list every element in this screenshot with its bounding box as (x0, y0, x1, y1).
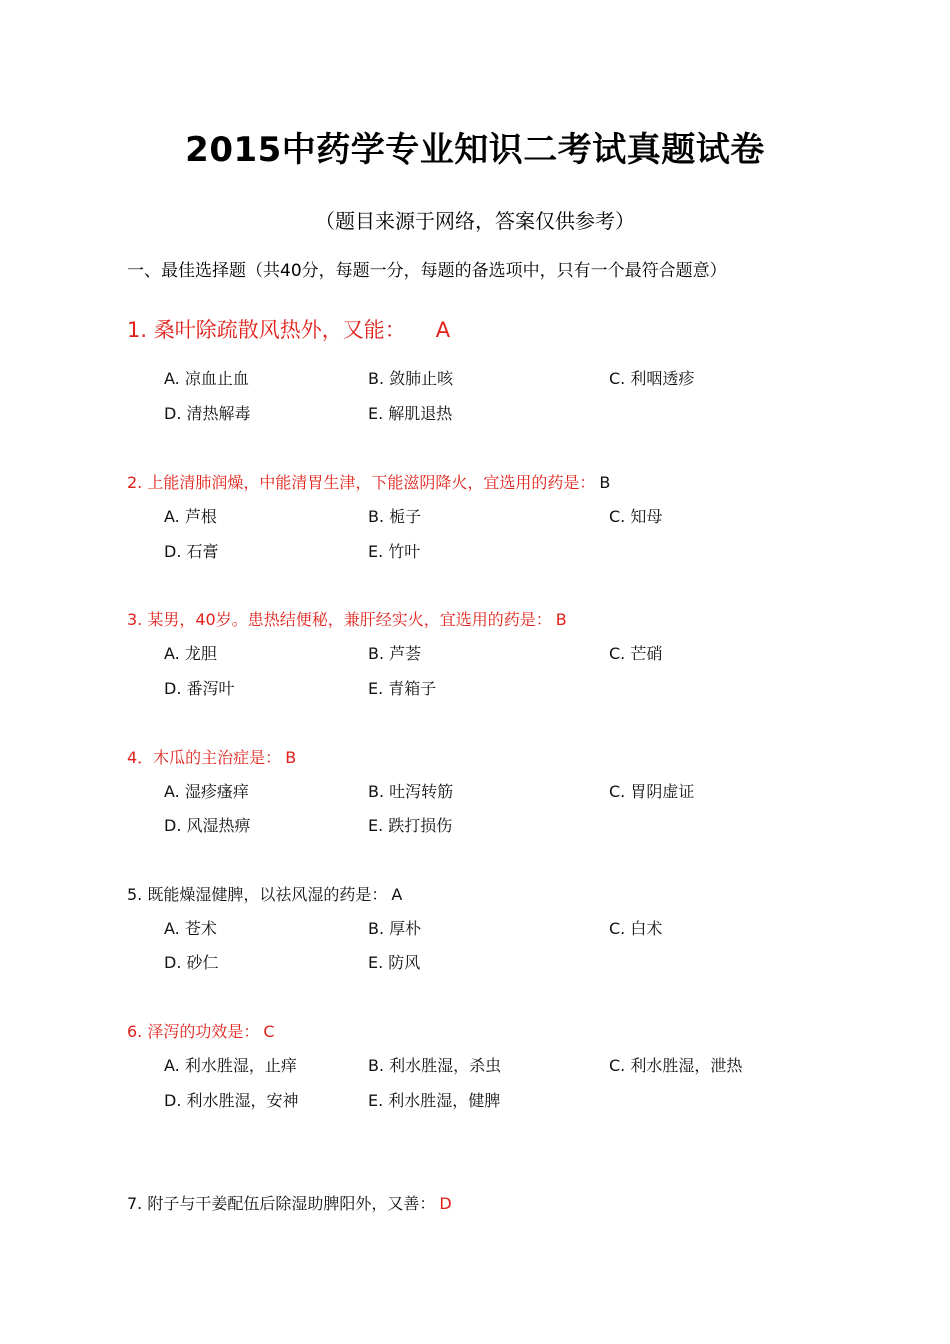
question-6-answer: C (263, 1022, 275, 1041)
question-2 (127, 470, 610, 493)
question-2-option-e: E. 竹叶 (368, 542, 421, 561)
question-4 (127, 745, 296, 768)
question-5-option-a: A. 苍术 (164, 919, 217, 938)
question-6-stem: 6. 泽泻的功效是： (127, 1022, 260, 1041)
question-1-option-b: B. 敛肺止咳 (368, 369, 454, 388)
page-subtitle: （题目来源于网络，答案仅供参考） (315, 209, 635, 233)
question-3-option-a: A. 龙胆 (164, 644, 217, 663)
question-1-stem: 1. 桑叶除疏散风热外，又能： (127, 318, 406, 342)
question-5-answer: A (391, 885, 403, 904)
question-3-option-b: B. 芦荟 (368, 644, 422, 663)
question-4-option-e: E. 跌打损伤 (368, 816, 453, 835)
question-2-option-d: D. 石膏 (164, 542, 219, 561)
question-1-answer: A (435, 318, 451, 342)
question-2-answer: B (599, 473, 611, 492)
question-1-option-d: D. 清热解毒 (164, 404, 251, 423)
question-1 (127, 314, 450, 344)
question-3 (127, 607, 567, 630)
question-6-option-c: C. 利水胜湿，泄热 (609, 1056, 743, 1075)
question-1-option-a: A. 凉血止血 (164, 369, 249, 388)
question-4-option-c: C. 胃阴虚证 (609, 782, 695, 801)
question-5-option-c: C. 白术 (609, 919, 663, 938)
question-5 (127, 882, 402, 905)
question-2-option-c: C. 知母 (609, 507, 663, 526)
question-4-option-b: B. 吐泻转筋 (368, 782, 454, 801)
question-7 (127, 1191, 452, 1214)
question-6-option-e: E. 利水胜湿，健脾 (368, 1091, 501, 1110)
question-2-option-b: B. 栀子 (368, 507, 422, 526)
question-1-option-c: C. 利咽透疹 (609, 369, 695, 388)
question-6-option-d: D. 利水胜湿，安神 (164, 1091, 299, 1110)
question-3-option-e: E. 青箱子 (368, 679, 437, 698)
question-3-stem: 3. 某男，40岁。患热结便秘，兼肝经实火，宜选用的药是： (127, 610, 552, 629)
question-5-option-b: B. 厚朴 (368, 919, 422, 938)
question-1-option-e: E. 解肌退热 (368, 404, 453, 423)
question-3-answer: B (555, 610, 567, 629)
question-2-stem: 2. 上能清肺润燥，中能清胃生津，下能滋阴降火，宜选用的药是： (127, 473, 596, 492)
question-4-option-d: D. 风湿热痹 (164, 816, 251, 835)
question-3-option-c: C. 芒硝 (609, 644, 663, 663)
question-2-option-a: A. 芦根 (164, 507, 217, 526)
question-5-option-e: E. 防风 (368, 953, 421, 972)
section-heading: 一、最佳选择题（共40分，每题一分，每题的备选项中，只有一个最符合题意） (127, 261, 727, 281)
question-3-option-d: D. 番泻叶 (164, 679, 235, 698)
question-7-stem: 7. 附子与干姜配伍后除湿助脾阳外，又善： (127, 1194, 436, 1213)
question-5-option-d: D. 砂仁 (164, 953, 219, 972)
question-4-stem: 4．木瓜的主治症是： (127, 748, 282, 767)
question-6 (127, 1019, 275, 1042)
question-7-answer: D (439, 1194, 452, 1213)
page-title: 2015中药学专业知识二考试真题试卷 (185, 130, 765, 170)
question-5-stem: 5. 既能燥湿健脾，以祛风湿的药是： (127, 885, 388, 904)
question-6-option-a: A. 利水胜湿，止痒 (164, 1056, 297, 1075)
question-4-answer: B (285, 748, 297, 767)
question-4-option-a: A. 湿疹瘙痒 (164, 782, 249, 801)
question-6-option-b: B. 利水胜湿，杀虫 (368, 1056, 502, 1075)
